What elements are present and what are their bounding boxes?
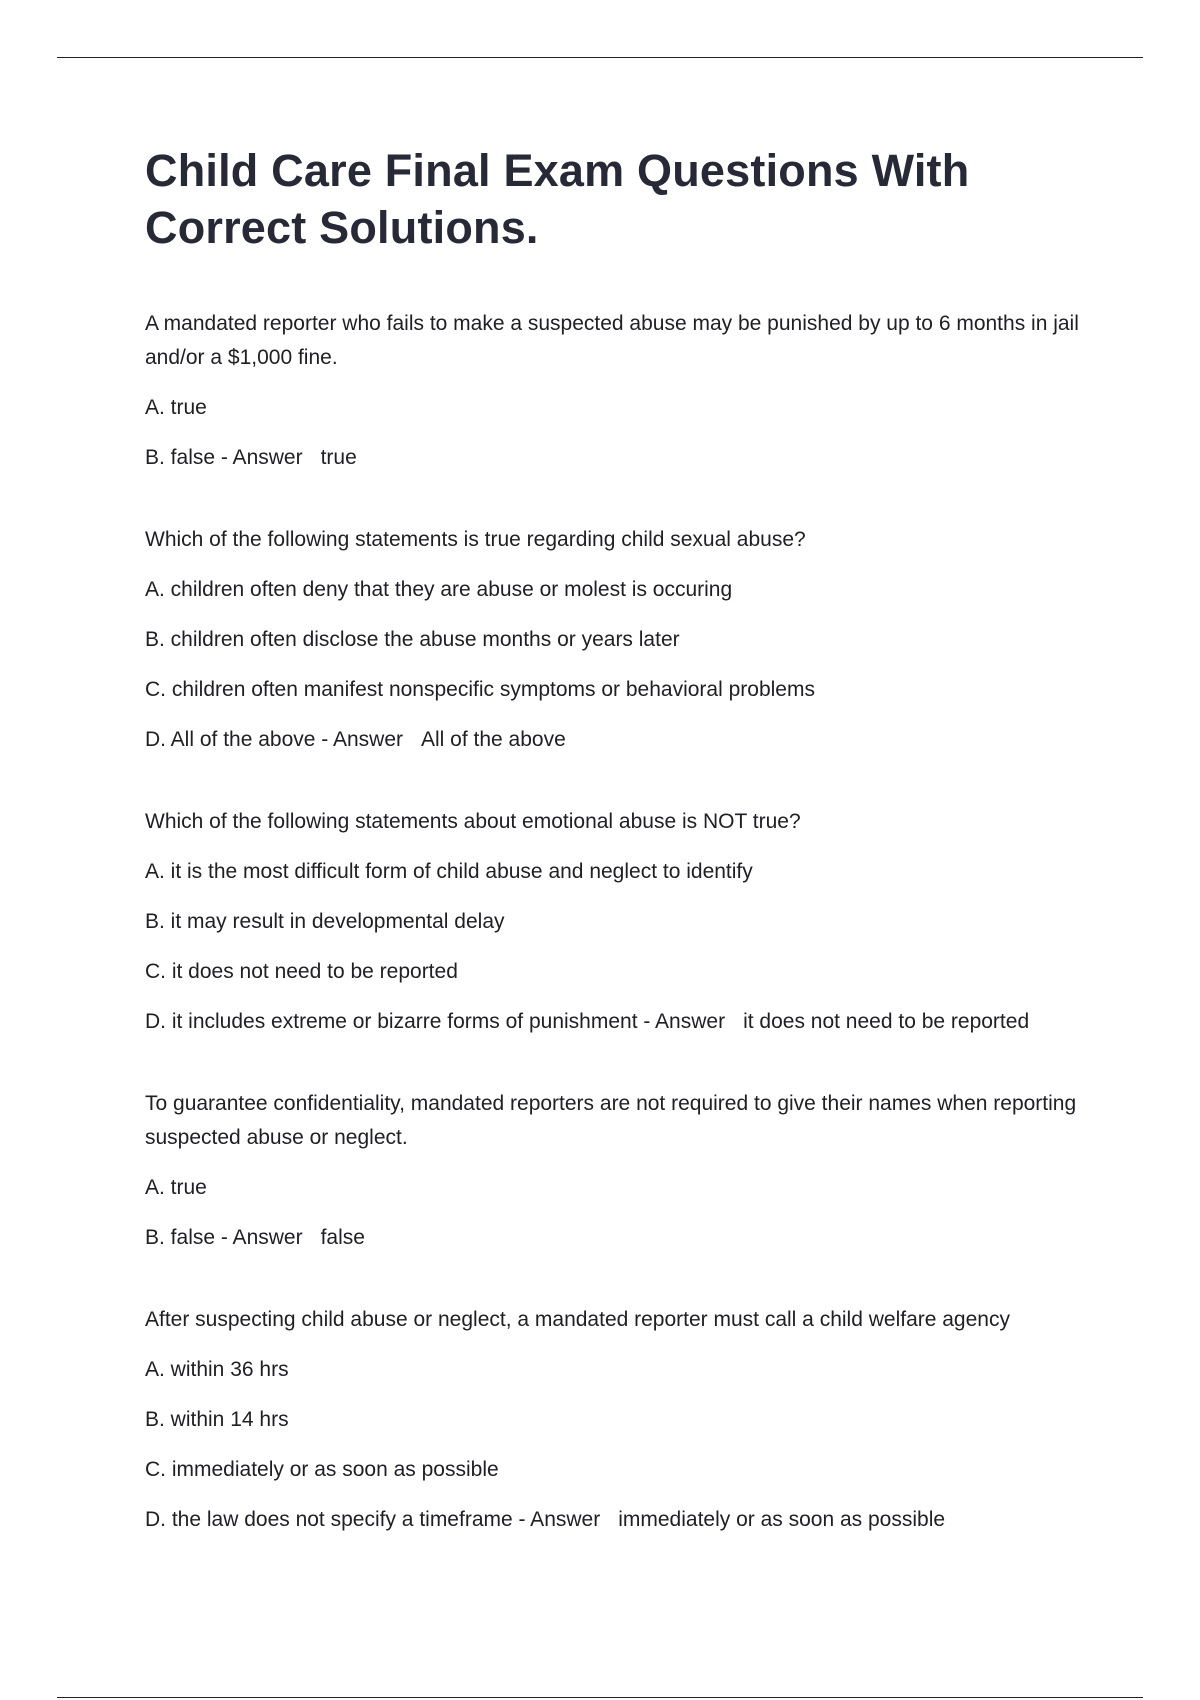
answer-text: All of the above <box>421 728 566 751</box>
answer-marker: - Answer <box>643 1010 726 1033</box>
question-stem: After suspecting child abuse or neglect, a mandated reporter must call a child welfare agency <box>145 1308 1010 1331</box>
option-with-answer <box>145 441 1085 475</box>
option: C. it does not need to be reported <box>145 960 458 983</box>
question-stem: Which of the following statements is true regarding child sexual abuse? <box>145 528 806 551</box>
answer-text: immediately or as soon as possible <box>618 1508 946 1531</box>
question-stem: To guarantee confidentiality, mandated reporters are not required to give their names when reporting suspected abuse or neglect. <box>145 1092 1077 1149</box>
top-rule <box>57 57 1143 58</box>
answer-marker: - Answer <box>321 728 403 751</box>
bottom-rule <box>57 1697 1143 1698</box>
option-with-answer <box>145 1503 1085 1537</box>
answer-text: true <box>320 446 357 469</box>
question-5 <box>145 1303 1085 1537</box>
question-list <box>145 307 1085 1537</box>
option: A. true <box>145 396 207 419</box>
option-with-answer <box>145 1005 1085 1039</box>
option-text: D. the law does not specify a timeframe <box>145 1508 513 1531</box>
answer-text: false <box>320 1226 365 1249</box>
document-body <box>145 142 1085 1537</box>
option-text: B. false <box>145 1226 216 1249</box>
option: C. immediately or as soon as possible <box>145 1458 499 1481</box>
option: C. children often manifest nonspecific symptoms or behavioral problems <box>145 678 815 701</box>
option: B. within 14 hrs <box>145 1408 289 1431</box>
question-4 <box>145 1087 1085 1255</box>
option-text: D. All of the above <box>145 728 316 751</box>
option-text: B. false <box>145 446 216 469</box>
option-with-answer <box>145 1221 1085 1255</box>
option: A. children often deny that they are abuse or molest is occuring <box>145 578 733 601</box>
document-title: Child Care Final Exam Questions With Correct Solutions. <box>145 145 970 253</box>
answer-marker: - Answer <box>518 1508 601 1531</box>
question-stem: A mandated reporter who fails to make a suspected abuse may be punished by up to 6 months in jail and/or a $1,000 fine. <box>145 312 1079 369</box>
option-text: D. it includes extreme or bizarre forms of punishment <box>145 1010 638 1033</box>
answer-text: it does not need to be reported <box>743 1010 1030 1033</box>
question-1 <box>145 307 1085 475</box>
option: B. it may result in developmental delay <box>145 910 505 933</box>
option: A. true <box>145 1176 207 1199</box>
answer-marker: - Answer <box>220 446 303 469</box>
answer-marker: - Answer <box>220 1226 303 1249</box>
question-3 <box>145 805 1085 1039</box>
option: B. children often disclose the abuse months or years later <box>145 628 680 651</box>
option-with-answer <box>145 723 1085 757</box>
question-2 <box>145 523 1085 757</box>
question-stem: Which of the following statements about emotional abuse is NOT true? <box>145 810 801 833</box>
option: A. it is the most difficult form of child abuse and neglect to identify <box>145 860 753 883</box>
option: A. within 36 hrs <box>145 1358 289 1381</box>
